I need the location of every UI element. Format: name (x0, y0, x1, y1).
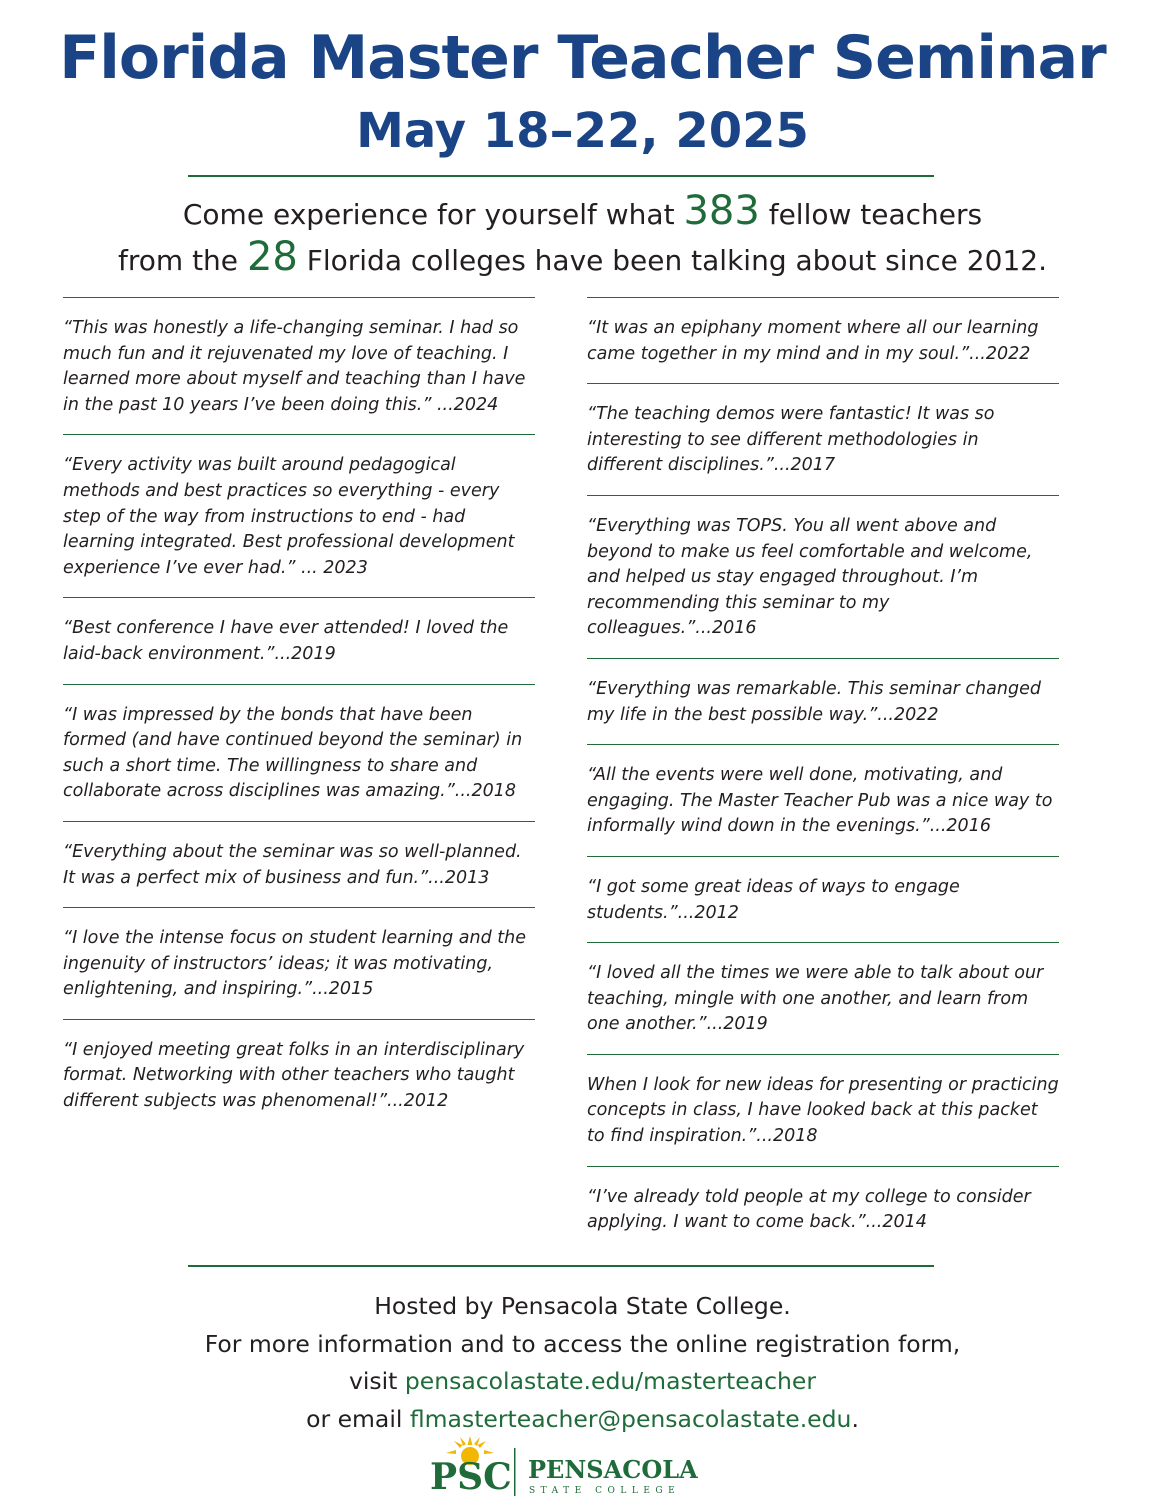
logo-subtitle: STATE COLLEGE (529, 1486, 681, 1496)
testimonial-quote: “The teaching demos were fantastic! It was so interesting to see different methodologies in different disciplines.”...2017 (587, 383, 1059, 495)
visit-line: visit pensacolastate.edu/masterteacher (348, 1367, 817, 1395)
college-count: 28 (246, 234, 298, 280)
testimonial-quote: “Everything was remarkable. This seminar changed my life in the best possible way.”...2022 (587, 658, 1059, 744)
seminar-dates: May 18–22, 2025 (356, 103, 809, 159)
testimonial-quote: “Every activity was built around pedagogical methods and best practices so everything - every step of the way from instructions to end - had learning integrated. Best professional development experience I’ve ever had.” ... 2023 (63, 434, 535, 597)
psc-logo (428, 1436, 698, 1498)
page-title: Florida Master Teacher Seminar (59, 23, 1106, 93)
testimonial-quote: “I was impressed by the bonds that have been formed (and have continued beyond the seminar) in such a short time. The willingness to share and collaborate across disciplines was amazing.”...2018 (63, 684, 535, 821)
testimonials-right-column (587, 297, 1059, 1252)
testimonial-quote: “It was an epiphany moment where all our learning came together in my mind and in my soul.”...2022 (587, 297, 1059, 383)
hosted-by-text: Hosted by Pensacola State College. (374, 1292, 791, 1320)
testimonial-quote: “Everything about the seminar was so well-planned. It was a perfect mix of business and fun.”...2013 (63, 821, 535, 907)
info-text: For more information and to access the online registration form, (204, 1329, 961, 1358)
footer-divider (188, 1265, 934, 1267)
testimonial-quote: “I loved all the times we were able to talk about our teaching, mingle with one another, and learn from one another.”...2019 (587, 942, 1059, 1054)
testimonial-quote: When I look for new ideas for presenting or practicing concepts in class, I have looked back at this packet to find inspiration.”...2018 (587, 1054, 1059, 1166)
testimonial-quote: “All the events were well done, motivating, and engaging. The Master Teacher Pub was a nice way to informally wind down in the evenings.”...2016 (587, 744, 1059, 856)
logo-initials: PSC (430, 1456, 512, 1498)
testimonial-quote: “This was honestly a life-changing seminar. I had so much fun and it rejuvenated my love of teaching. I learned more about myself and teaching than I have in the past 10 years I’ve been doing this.” ...2024 (63, 297, 535, 434)
testimonial-quote: “I enjoyed meeting great folks in an interdisciplinary format. Networking with other teachers who taught different subjects was phenomenal!”...2012 (63, 1019, 535, 1131)
testimonial-quote: “I’ve already told people at my college to consider applying. I want to come back.”...2014 (587, 1166, 1059, 1252)
testimonial-quote: “I got some great ideas of ways to engage students.”...2012 (587, 856, 1059, 942)
testimonial-quote: “Best conference I have ever attended! I loved the laid-back environment.”...2019 (63, 597, 535, 683)
teacher-count: 383 (683, 188, 760, 234)
header-divider (188, 175, 934, 177)
intro-line-1: Come experience for yourself what 383 fellow teachers (182, 188, 983, 234)
logo-divider (514, 1448, 516, 1496)
logo-name: PENSACOLA (528, 1455, 698, 1484)
testimonial-quote: “Everything was TOPS. You all went above and beyond to make us feel comfortable and welcome, and helped us stay engaged throughout. I’m recommending this seminar to my colleagues.”...2016 (587, 495, 1059, 658)
email-line: or email flmasterteacher@pensacolastate.edu. (306, 1404, 859, 1433)
website-link[interactable]: pensacolastate.edu/masterteacher (404, 1367, 817, 1395)
intro-text (0, 190, 1165, 282)
email-link[interactable]: flmasterteacher@pensacolastate.edu (409, 1404, 852, 1433)
testimonials-left-column (63, 297, 535, 1131)
footer-contact (0, 1288, 1165, 1438)
intro-line-2: from the 28 Florida colleges have been talking about since 2012. (118, 234, 1047, 280)
testimonial-quote: “I love the intense focus on student learning and the ingenuity of instructors’ ideas; it was motivating, enlightening, and inspiring.”...2015 (63, 907, 535, 1019)
